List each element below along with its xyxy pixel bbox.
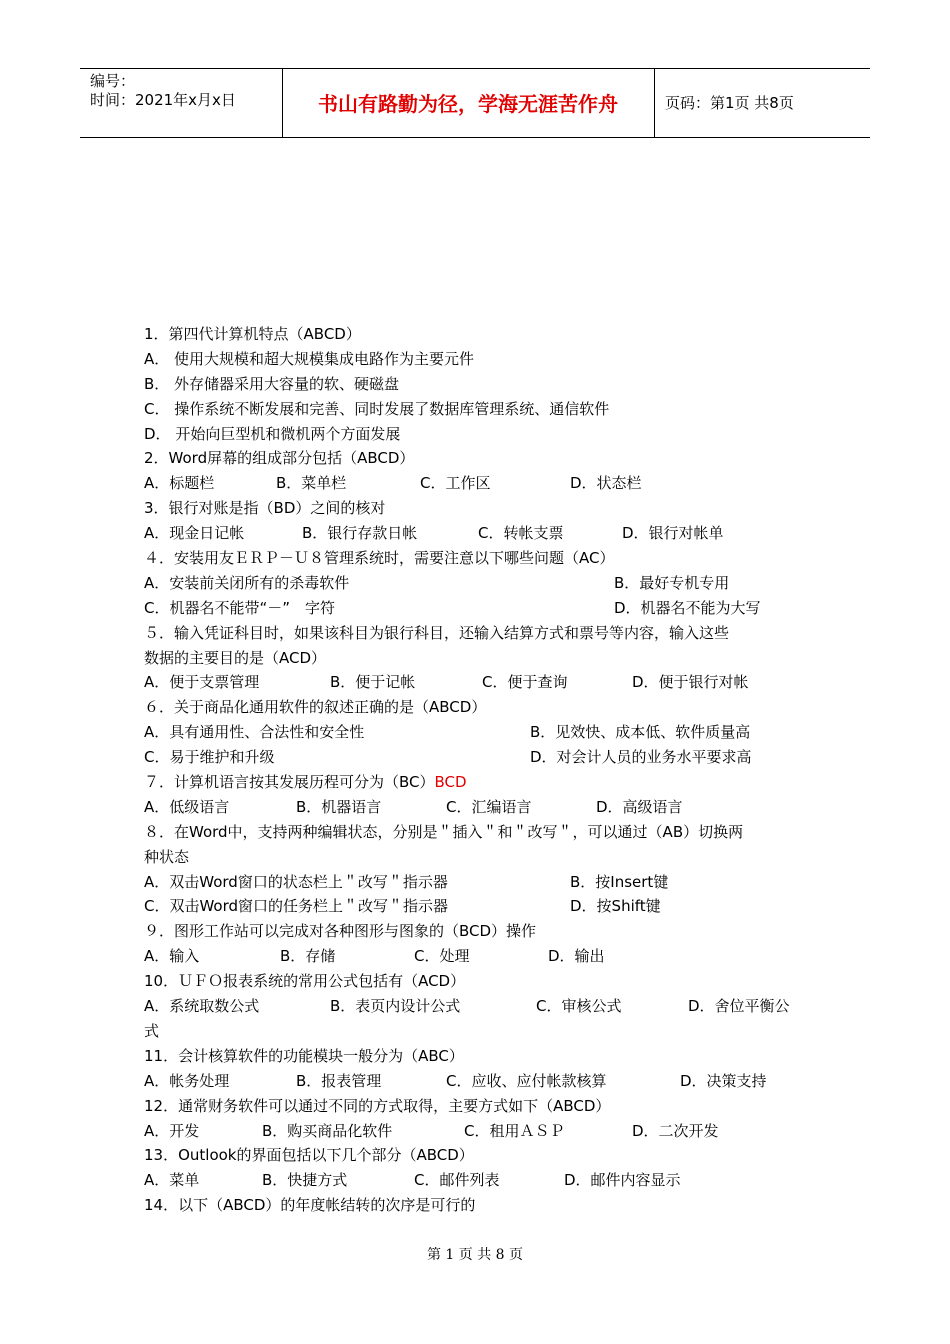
question-stem [144, 820, 824, 845]
question-line [144, 944, 824, 969]
answer-option: A．标题栏 [144, 474, 215, 493]
answer-option: A．输入 [144, 947, 200, 966]
question-stem [144, 621, 824, 646]
question-q8 [144, 820, 824, 920]
question-line [144, 994, 824, 1019]
question-stem [144, 969, 824, 994]
answer-option: D．高级语言 [596, 797, 683, 816]
question-q2 [144, 446, 824, 496]
question-line [144, 471, 824, 496]
question-text: ９．图形工作站可以完成对各种图形与图象的（BCD）操作 [144, 922, 537, 941]
answer-option: B．存储 [280, 947, 336, 966]
question-q13 [144, 1143, 824, 1193]
answer-option: B．菜单栏 [276, 474, 347, 493]
question-q14 [144, 1193, 824, 1218]
question-text: 10．ＵＦＯ报表系统的常用公式包括有（ACD） [144, 972, 466, 991]
question-text: 13．Outlook的界面包括以下几个部分（ABCD） [144, 1146, 474, 1165]
question-text: ７．计算机语言按其发展历程可分为（BC） [144, 773, 435, 792]
question-line [144, 372, 824, 397]
answer-option: B．见效快、成本低、软件质量高 [530, 723, 751, 742]
answer-option: C．易于维护和升级 [144, 748, 275, 767]
answer-option: A．便于支票管理 [144, 673, 260, 692]
question-line [144, 670, 824, 695]
question-text: 1．第四代计算机特点（ABCD） [144, 325, 361, 343]
question-q9 [144, 919, 824, 969]
answer-option: B．报表管理 [296, 1071, 382, 1090]
answer-option: B．银行存款日帐 [302, 524, 418, 543]
question-stem [144, 496, 824, 521]
question-stem [144, 322, 824, 347]
document-header [80, 68, 870, 138]
answer-option: A．系统取数公式 [144, 997, 260, 1016]
answer-option: A．双击Word窗口的状态栏上＂改写＂指示器 [144, 872, 448, 891]
question-text: 式 [144, 1021, 160, 1040]
question-line [144, 596, 824, 621]
answer-option: B．机器语言 [296, 797, 382, 816]
answer-option: B．最好专机专用 [614, 573, 730, 592]
question-text: A． 使用大规模和超大规模集成电路作为主要元件 [144, 349, 475, 368]
answer-option: D．银行对帐单 [622, 524, 724, 543]
header-motto-cell [282, 69, 655, 137]
question-line [144, 521, 824, 546]
answer-option: C．转帐支票 [478, 524, 564, 543]
answer-option: D．机器名不能为大写 [614, 598, 761, 617]
question-text: D． 开始向巨型机和微机两个方面发展 [144, 424, 401, 443]
answer-option: C．便于查询 [482, 673, 568, 692]
answer-option: C．租用ＡＳＰ [464, 1121, 565, 1140]
answer-option: D．便于银行对帐 [632, 673, 749, 692]
question-q10 [144, 969, 824, 1044]
question-line [144, 646, 824, 671]
header-motto: 书山有路勤为径，学海无涯苦作舟 [318, 92, 618, 116]
answer-option: B．快捷方式 [262, 1171, 348, 1190]
question-text: C． 操作系统不断发展和完善、同时发展了数据库管理系统、通信软件 [144, 399, 610, 418]
answer-option: A．现金日记帐 [144, 524, 245, 543]
answer-option: C．邮件列表 [414, 1171, 500, 1190]
document-date: 时间：2021年x月x日 [90, 91, 236, 109]
answer-option: C．汇编语言 [446, 797, 532, 816]
answer-option: C．工作区 [420, 474, 491, 493]
question-line [144, 397, 824, 422]
question-text: 种状态 [144, 847, 190, 866]
answer-option: C．应收、应付帐款核算 [446, 1071, 607, 1090]
question-stem [144, 770, 824, 795]
question-text: ８．在Word中，支持两种编辑状态，分别是＂插入＂和＂改写＂，可以通过（AB）切换两 [144, 822, 744, 841]
question-line [144, 347, 824, 372]
question-line [144, 720, 824, 745]
question-line [144, 571, 824, 596]
question-stem [144, 919, 824, 944]
question-q5 [144, 621, 824, 696]
question-text: 11．会计核算软件的功能模块一般分为（ABC） [144, 1046, 464, 1065]
answer-option: A．菜单 [144, 1171, 200, 1190]
question-line [144, 745, 824, 770]
question-q1 [144, 322, 824, 446]
answer-option: D．按Shift键 [570, 897, 661, 916]
answer-option: D．舍位平衡公 [688, 997, 790, 1016]
answer-option: D．决策支持 [680, 1071, 767, 1090]
question-text: 14．以下（ABCD）的年度帐结转的次序是可行的 [144, 1196, 476, 1215]
answer-option: D．输出 [548, 947, 605, 966]
question-line [144, 1069, 824, 1094]
answer-option: D．对会计人员的业务水平要求高 [530, 748, 752, 767]
question-line [144, 845, 824, 870]
question-text: ４．安装用友ＥＲＰ－Ｕ８管理系统时，需要注意以下哪些问题（AC） [144, 549, 615, 568]
answer-correction-note: BCD [434, 773, 467, 792]
answer-option: A．开发 [144, 1121, 200, 1140]
answer-option: D．邮件内容显示 [564, 1171, 681, 1190]
answer-option: B．购买商品化软件 [262, 1121, 393, 1140]
question-stem [144, 695, 824, 720]
document-number-label: 编号： [90, 72, 136, 90]
question-line [144, 894, 824, 919]
question-q6 [144, 695, 824, 770]
question-line [144, 1019, 824, 1044]
question-line [144, 1168, 824, 1193]
question-text: 数据的主要目的是（ACD） [144, 648, 327, 667]
header-page-cell [655, 69, 870, 137]
question-text: ６．关于商品化通用软件的叙述正确的是（ABCD） [144, 698, 487, 717]
question-text: ５．输入凭证科目时，如果该科目为银行科目，还输入结算方式和票号等内容，输入这些 [144, 623, 730, 642]
question-line [144, 870, 824, 895]
answer-option: D．状态栏 [570, 474, 642, 493]
question-text: B． 外存储器采用大容量的软、硬磁盘 [144, 374, 400, 393]
answer-option: B．按Insert键 [570, 872, 669, 891]
question-q7 [144, 770, 824, 820]
answer-option: A．具有通用性、合法性和安全性 [144, 723, 365, 742]
question-text: 2．Word屏幕的组成部分包括（ABCD） [144, 449, 415, 468]
header-page-info: 页码：第1页 共8页 [665, 94, 794, 112]
question-q12 [144, 1094, 824, 1144]
question-q3 [144, 496, 824, 546]
answer-option: C．审核公式 [536, 997, 622, 1016]
question-stem [144, 446, 824, 471]
answer-option: B．便于记帐 [330, 673, 416, 692]
question-stem [144, 1044, 824, 1069]
question-stem [144, 1193, 824, 1218]
answer-option: A．低级语言 [144, 797, 230, 816]
answer-option: D．二次开发 [632, 1121, 719, 1140]
page-footer: 第 1 页 共 8 页 [426, 1247, 524, 1263]
question-stem [144, 1143, 824, 1168]
answer-option: C．处理 [414, 947, 470, 966]
question-list [144, 322, 824, 1218]
answer-option: A．帐务处理 [144, 1071, 230, 1090]
answer-option: B．表页内设计公式 [330, 997, 461, 1016]
question-line [144, 795, 824, 820]
answer-option: A．安装前关闭所有的杀毒软件 [144, 573, 350, 592]
question-q4 [144, 546, 824, 621]
question-q11 [144, 1044, 824, 1094]
question-text: 3．银行对账是指（BD）之间的核对 [144, 499, 386, 518]
question-stem [144, 1094, 824, 1119]
question-line [144, 422, 824, 447]
answer-option: C．机器名不能带“－” 字符 [144, 598, 336, 617]
question-line [144, 1119, 824, 1144]
question-stem [144, 546, 824, 571]
header-meta-cell [80, 69, 283, 137]
question-text: 12．通常财务软件可以通过不同的方式取得，主要方式如下（ABCD） [144, 1096, 611, 1115]
answer-option: C．双击Word窗口的任务栏上＂改写＂指示器 [144, 897, 449, 916]
